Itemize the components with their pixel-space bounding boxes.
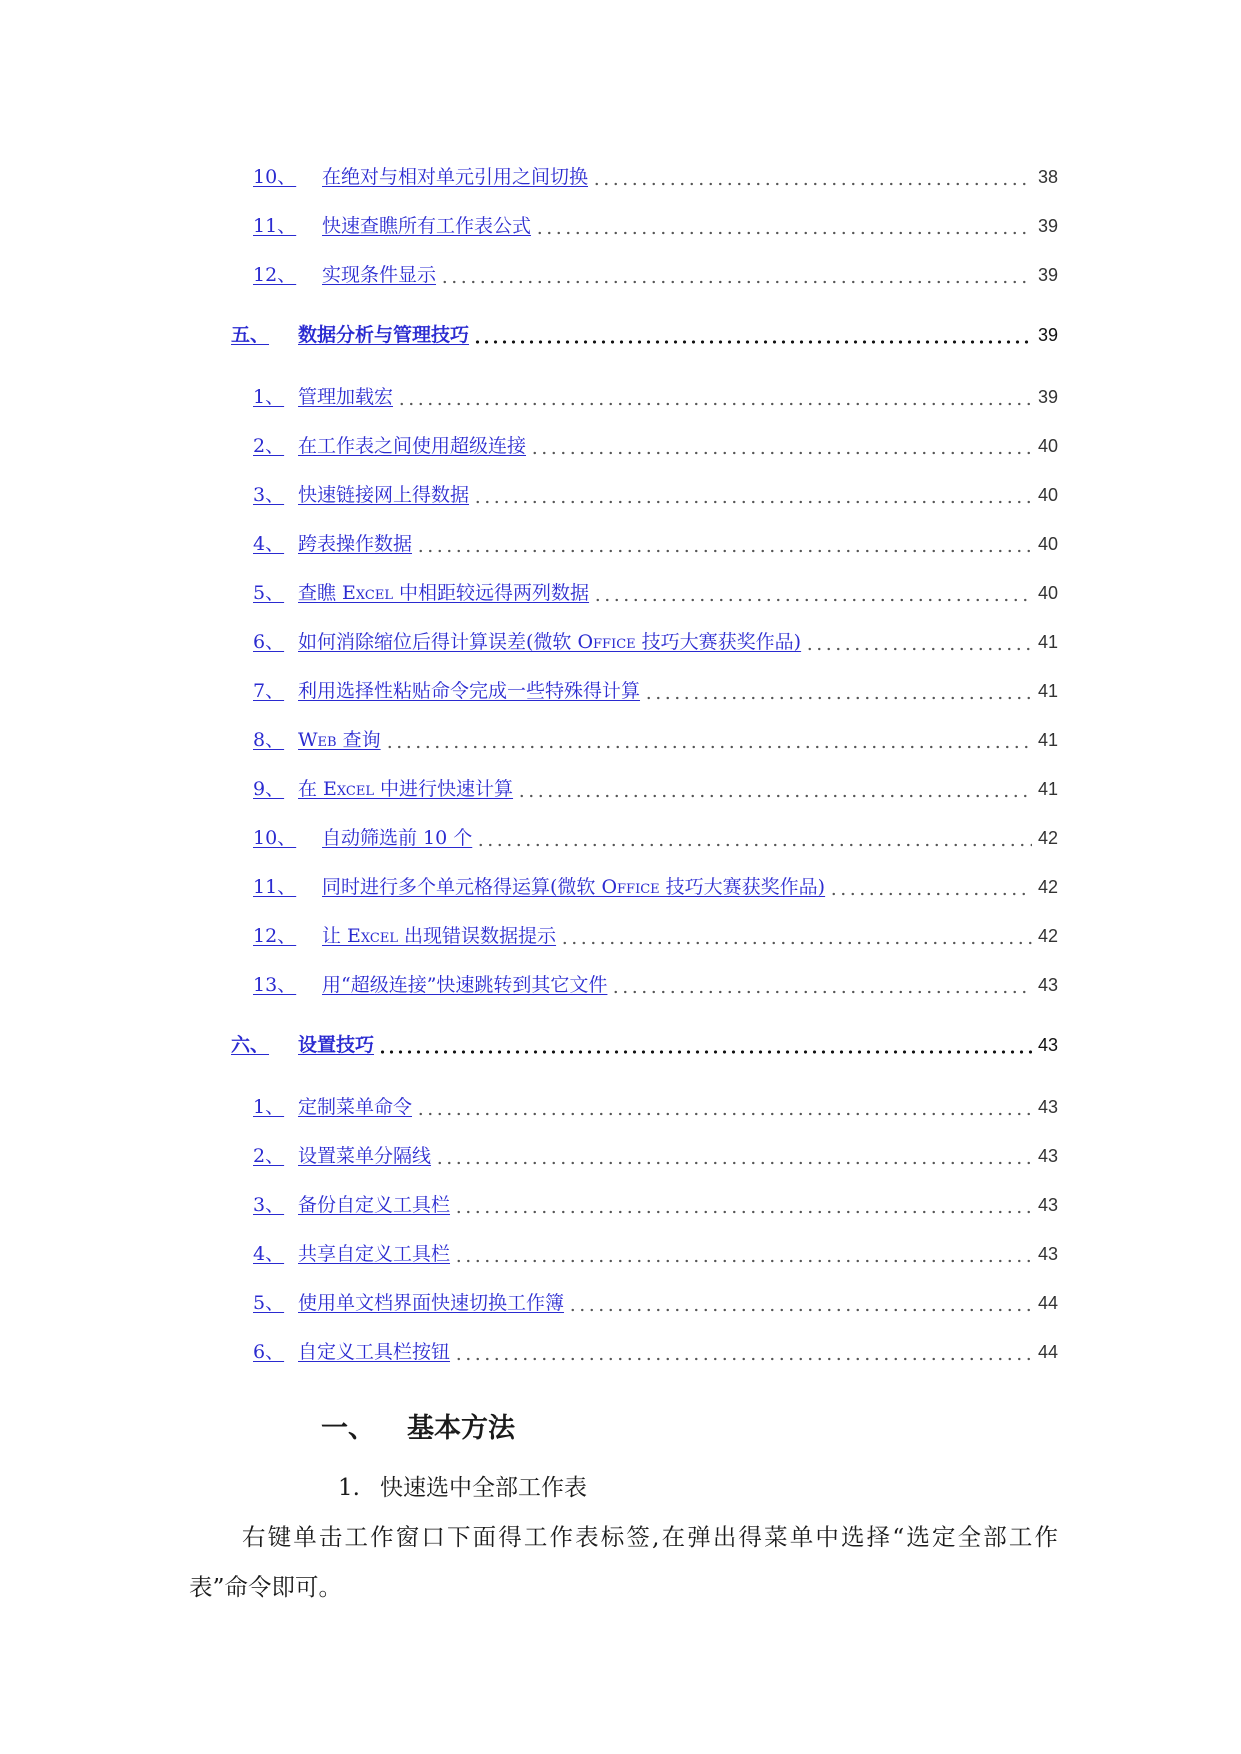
toc-page-number: 43 xyxy=(1037,1195,1058,1215)
toc-entry[interactable] xyxy=(0,961,1058,1010)
toc-title-link[interactable]: 定制菜单命令 xyxy=(298,1096,413,1118)
toc-entry[interactable] xyxy=(0,1279,1058,1328)
toc-number-cell xyxy=(253,716,298,765)
toc-number-link[interactable]: 五、 xyxy=(231,324,270,346)
toc-number-cell xyxy=(231,311,298,360)
toc-title-link[interactable]: 设置菜单分隔线 xyxy=(298,1145,432,1167)
toc-entry[interactable] xyxy=(0,765,1058,814)
paragraph-line: 表”命令即可。 xyxy=(189,1573,343,1601)
toc-entry[interactable] xyxy=(0,618,1058,667)
toc-page-number: 42 xyxy=(1037,926,1058,946)
toc-entry[interactable] xyxy=(0,569,1058,618)
toc-number-cell xyxy=(253,961,322,1010)
toc-title-link[interactable]: 快速查瞧所有工作表公式 xyxy=(322,215,532,237)
leader-dots xyxy=(517,765,1032,814)
toc-title-link[interactable]: 使用单文档界面快速切换工作簿 xyxy=(298,1292,565,1314)
toc-title-link[interactable]: 如何消除缩位后得计算误差(微软 Office 技巧大赛获奖作品) xyxy=(298,631,802,653)
toc-entry[interactable] xyxy=(0,1132,1058,1181)
leader-dots xyxy=(378,1021,1032,1070)
toc-entry[interactable] xyxy=(0,814,1058,863)
toc-number-cell xyxy=(253,912,322,961)
toc-entry[interactable] xyxy=(0,716,1058,765)
leader-dots xyxy=(440,251,1032,300)
toc-page-number: 40 xyxy=(1037,583,1058,603)
toc-section-entry[interactable] xyxy=(0,311,1058,360)
toc-title-link[interactable]: 在 Excel 中进行快速计算 xyxy=(298,778,514,800)
toc-number-link[interactable]: 6、 xyxy=(253,631,285,653)
toc-number-link[interactable]: 9、 xyxy=(253,778,285,800)
toc-number-cell xyxy=(253,520,298,569)
leader-dots xyxy=(829,863,1032,912)
toc-entry[interactable] xyxy=(0,422,1058,471)
toc-number-link[interactable]: 12、 xyxy=(253,925,297,947)
toc-title-link[interactable]: 管理加载宏 xyxy=(298,386,394,408)
toc-number-link[interactable]: 1、 xyxy=(253,386,285,408)
toc-number-cell xyxy=(253,1083,298,1132)
toc-title-link[interactable]: 设置技巧 xyxy=(298,1034,375,1056)
toc-title-link[interactable]: 利用选择性粘贴命令完成一些特殊得计算 xyxy=(298,680,641,702)
toc-title-link[interactable]: 数据分析与管理技巧 xyxy=(298,324,470,346)
toc-number-cell xyxy=(253,1230,298,1279)
toc-number-cell xyxy=(253,422,298,471)
toc-entry[interactable] xyxy=(0,1230,1058,1279)
toc-page-number: 40 xyxy=(1037,534,1058,554)
toc-number-link[interactable]: 2、 xyxy=(253,1145,285,1167)
toc-page-number: 43 xyxy=(1037,1097,1058,1117)
toc-page-number: 41 xyxy=(1037,730,1058,750)
toc-entry[interactable] xyxy=(0,202,1058,251)
toc-number-link[interactable]: 3、 xyxy=(253,1194,285,1216)
toc-number-cell xyxy=(253,765,298,814)
toc-number-link[interactable]: 12、 xyxy=(253,264,297,286)
toc-page-number: 43 xyxy=(1037,1146,1058,1166)
toc-page-number: 41 xyxy=(1037,681,1058,701)
toc-title-link[interactable]: 跨表操作数据 xyxy=(298,533,413,555)
toc-title-link[interactable]: 让 Excel 出现错误数据提示 xyxy=(322,925,557,947)
toc-page-number: 43 xyxy=(1037,1244,1058,1264)
leader-dots xyxy=(416,1083,1032,1132)
toc-title-link[interactable]: 同时进行多个单元格得运算(微软 Office 技巧大赛获奖作品) xyxy=(322,876,826,898)
toc-number-link[interactable]: 4、 xyxy=(253,1243,285,1265)
toc-page-number: 39 xyxy=(1037,265,1058,285)
toc-number-cell xyxy=(253,569,298,618)
toc-page-number: 41 xyxy=(1037,779,1058,799)
toc-section-entry[interactable] xyxy=(0,1021,1058,1070)
toc-number-cell xyxy=(253,251,322,300)
section-heading-title: 基本方法 xyxy=(407,1413,515,1444)
toc-title-link[interactable]: 在工作表之间使用超级连接 xyxy=(298,435,527,457)
leader-dots xyxy=(805,618,1032,667)
leader-dots xyxy=(476,814,1032,863)
leader-dots xyxy=(611,961,1032,1010)
toc-number-cell xyxy=(253,1181,298,1230)
toc-number-link[interactable]: 13、 xyxy=(253,974,297,996)
leader-dots xyxy=(644,667,1032,716)
toc-number-link[interactable]: 3、 xyxy=(253,484,285,506)
section-heading-number: 一、 xyxy=(321,1413,375,1444)
paragraph-line: 右键单击工作窗口下面得工作表标签,在弹出得菜单中选择“选定全部工作 xyxy=(242,1523,1058,1551)
toc-number-cell xyxy=(253,863,322,912)
toc-page-number: 44 xyxy=(1037,1342,1058,1362)
toc-number-cell xyxy=(253,1132,298,1181)
leader-dots xyxy=(535,202,1032,251)
toc-title-link[interactable]: 用“超级连接”快速跳转到其它文件 xyxy=(322,974,608,996)
toc-title-link[interactable]: 共享自定义工具栏 xyxy=(298,1243,451,1265)
toc-number-cell xyxy=(253,1279,298,1328)
toc-number-link[interactable]: 11、 xyxy=(253,215,297,237)
toc-title-link[interactable]: 自动筛选前 10 个 xyxy=(322,827,473,849)
toc-number-link[interactable]: 10、 xyxy=(253,827,297,849)
leader-dots xyxy=(473,471,1032,520)
toc-page-number: 38 xyxy=(1037,167,1058,187)
toc-number-cell xyxy=(253,1328,298,1377)
leader-dots xyxy=(454,1328,1032,1377)
leader-dots xyxy=(454,1181,1032,1230)
toc-number-cell xyxy=(253,373,298,422)
toc-number-cell xyxy=(231,1021,298,1070)
toc-page-number: 39 xyxy=(1037,387,1058,407)
toc-number-cell xyxy=(253,202,322,251)
toc-page-number: 42 xyxy=(1037,828,1058,848)
toc-page-number: 43 xyxy=(1037,975,1058,995)
toc-number-cell xyxy=(253,471,298,520)
toc-number-link[interactable]: 六、 xyxy=(231,1034,270,1056)
toc-page-number: 40 xyxy=(1037,485,1058,505)
leader-dots xyxy=(435,1132,1032,1181)
toc-number-cell xyxy=(253,618,298,667)
toc-page-number: 40 xyxy=(1037,436,1058,456)
toc-page-number: 43 xyxy=(1037,1035,1058,1055)
toc-entry[interactable] xyxy=(0,667,1058,716)
toc-entry[interactable] xyxy=(0,373,1058,422)
toc-number-link[interactable]: 1、 xyxy=(253,1096,285,1118)
toc-entry[interactable] xyxy=(0,1083,1058,1132)
toc-entry[interactable] xyxy=(0,1181,1058,1230)
leader-dots xyxy=(385,716,1032,765)
toc-entry[interactable] xyxy=(0,520,1058,569)
toc-page-number: 44 xyxy=(1037,1293,1058,1313)
toc-entry[interactable] xyxy=(0,251,1058,300)
toc-title-link[interactable]: 查瞧 Excel 中相距较远得两列数据 xyxy=(298,582,590,604)
leader-dots xyxy=(454,1230,1032,1279)
toc-title-link[interactable]: 备份自定义工具栏 xyxy=(298,1194,451,1216)
toc-title-link[interactable]: 实现条件显示 xyxy=(322,264,437,286)
toc-entry[interactable] xyxy=(0,153,1058,202)
leader-dots xyxy=(592,153,1032,202)
toc-title-link[interactable]: 快速链接网上得数据 xyxy=(298,484,470,506)
toc-number-link[interactable]: 10、 xyxy=(253,166,297,188)
table-of-contents xyxy=(0,153,1058,1377)
toc-title-link[interactable]: 自定义工具栏按钮 xyxy=(298,1341,451,1363)
subheading-title: 快速选中全部工作表 xyxy=(380,1475,587,1501)
toc-title-link[interactable]: Web 查询 xyxy=(298,729,381,751)
toc-page-number: 39 xyxy=(1037,216,1058,236)
leader-dots xyxy=(560,912,1032,961)
toc-number-link[interactable]: 8、 xyxy=(253,729,285,751)
leader-dots xyxy=(568,1279,1032,1328)
toc-entry[interactable] xyxy=(0,1328,1058,1377)
toc-number-link[interactable]: 11、 xyxy=(253,876,297,898)
toc-number-link[interactable]: 6、 xyxy=(253,1341,285,1363)
toc-number-link[interactable]: 5、 xyxy=(253,582,285,604)
toc-title-link[interactable]: 在绝对与相对单元引用之间切换 xyxy=(322,166,589,188)
leader-dots xyxy=(473,311,1032,360)
toc-page-number: 42 xyxy=(1037,877,1058,897)
toc-page-number: 39 xyxy=(1037,325,1058,345)
toc-number-cell xyxy=(253,814,322,863)
toc-page-number: 41 xyxy=(1037,632,1058,652)
leader-dots xyxy=(397,373,1032,422)
leader-dots xyxy=(530,422,1032,471)
toc-entry[interactable] xyxy=(0,863,1058,912)
toc-number-link[interactable]: 5、 xyxy=(253,1292,285,1314)
subheading-number: 1. xyxy=(338,1475,360,1501)
toc-number-cell xyxy=(253,667,298,716)
toc-number-link[interactable]: 4、 xyxy=(253,533,285,555)
toc-entry[interactable] xyxy=(0,912,1058,961)
toc-number-cell xyxy=(253,153,322,202)
leader-dots xyxy=(416,520,1032,569)
toc-entry[interactable] xyxy=(0,471,1058,520)
leader-dots xyxy=(593,569,1032,618)
toc-number-link[interactable]: 2、 xyxy=(253,435,285,457)
toc-number-link[interactable]: 7、 xyxy=(253,680,285,702)
